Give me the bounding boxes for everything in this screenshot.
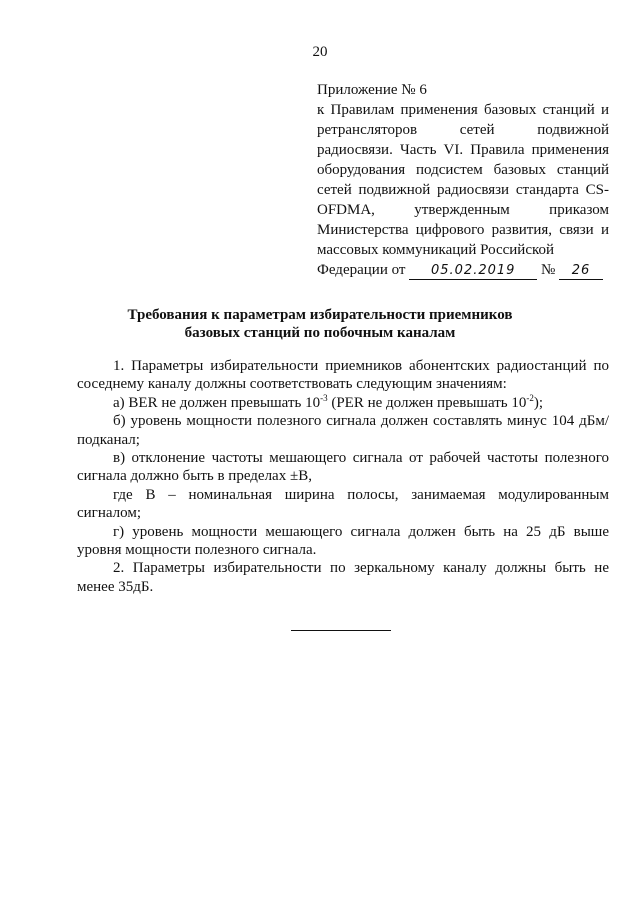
per-exponent: -2	[526, 392, 534, 403]
paragraph-1: 1. Параметры избирательности приемников абонентских радиостанций по соседнему каналу должны соответствовать следующим значениям:	[77, 358, 609, 393]
paragraph-2: 2. Параметры избирательности по зеркальному каналу должны быть не менее 35дБ.	[77, 560, 609, 595]
item-g: г) уровень мощности мешающего сигнала должен быть на 25 дБ выше уровня мощности полезного сигнала.	[77, 523, 609, 559]
item-a-per-text: (PER не должен превышать 10	[327, 394, 527, 411]
item-v-note: где В – номинальная ширина полосы, занимаемая модулированным сигналом;	[77, 486, 609, 522]
item-a	[77, 394, 609, 412]
appendix-reference	[317, 80, 609, 280]
appendix-order-line	[317, 260, 609, 280]
document-content	[77, 357, 609, 596]
title-line-2: базовых станций по побочным каналам	[184, 325, 456, 341]
handwritten-date: 05.02.2019	[409, 263, 537, 280]
item-v: в) отклонение частоты мешающего сигнала от рабочей частоты полезного сигнала должно быть в пределах ±В,	[77, 450, 609, 485]
appendix-body: к Правилам применения базовых станций и ретрансляторов сетей подвижной радиосвязи. Часть VI. Правила применения оборудования подсистем базовых станций сетей подвижной радиосвязи стандарта CS-OFDMA, утвержденным приказом Министерства цифрового развития, связи и массовых коммуникаций Российской	[317, 102, 609, 258]
order-number-label: №	[540, 262, 556, 278]
document-title	[60, 306, 580, 342]
item-a-end: );	[533, 394, 544, 411]
title-line-1: Требования к параметрам избирательности приемников	[127, 307, 513, 323]
end-divider	[291, 630, 391, 631]
item-b: б) уровень мощности полезного сигнала должен составлять минус 104 дБм/подканал;	[77, 413, 609, 448]
item-a-text: а) BER не должен превышать 10	[113, 394, 321, 411]
handwritten-order-number: 26	[559, 263, 603, 280]
appendix-heading: Приложение № 6	[317, 82, 427, 98]
page-number: 20	[312, 44, 328, 60]
ber-exponent: -3	[320, 392, 328, 403]
order-prefix: Федерации от	[317, 262, 406, 278]
